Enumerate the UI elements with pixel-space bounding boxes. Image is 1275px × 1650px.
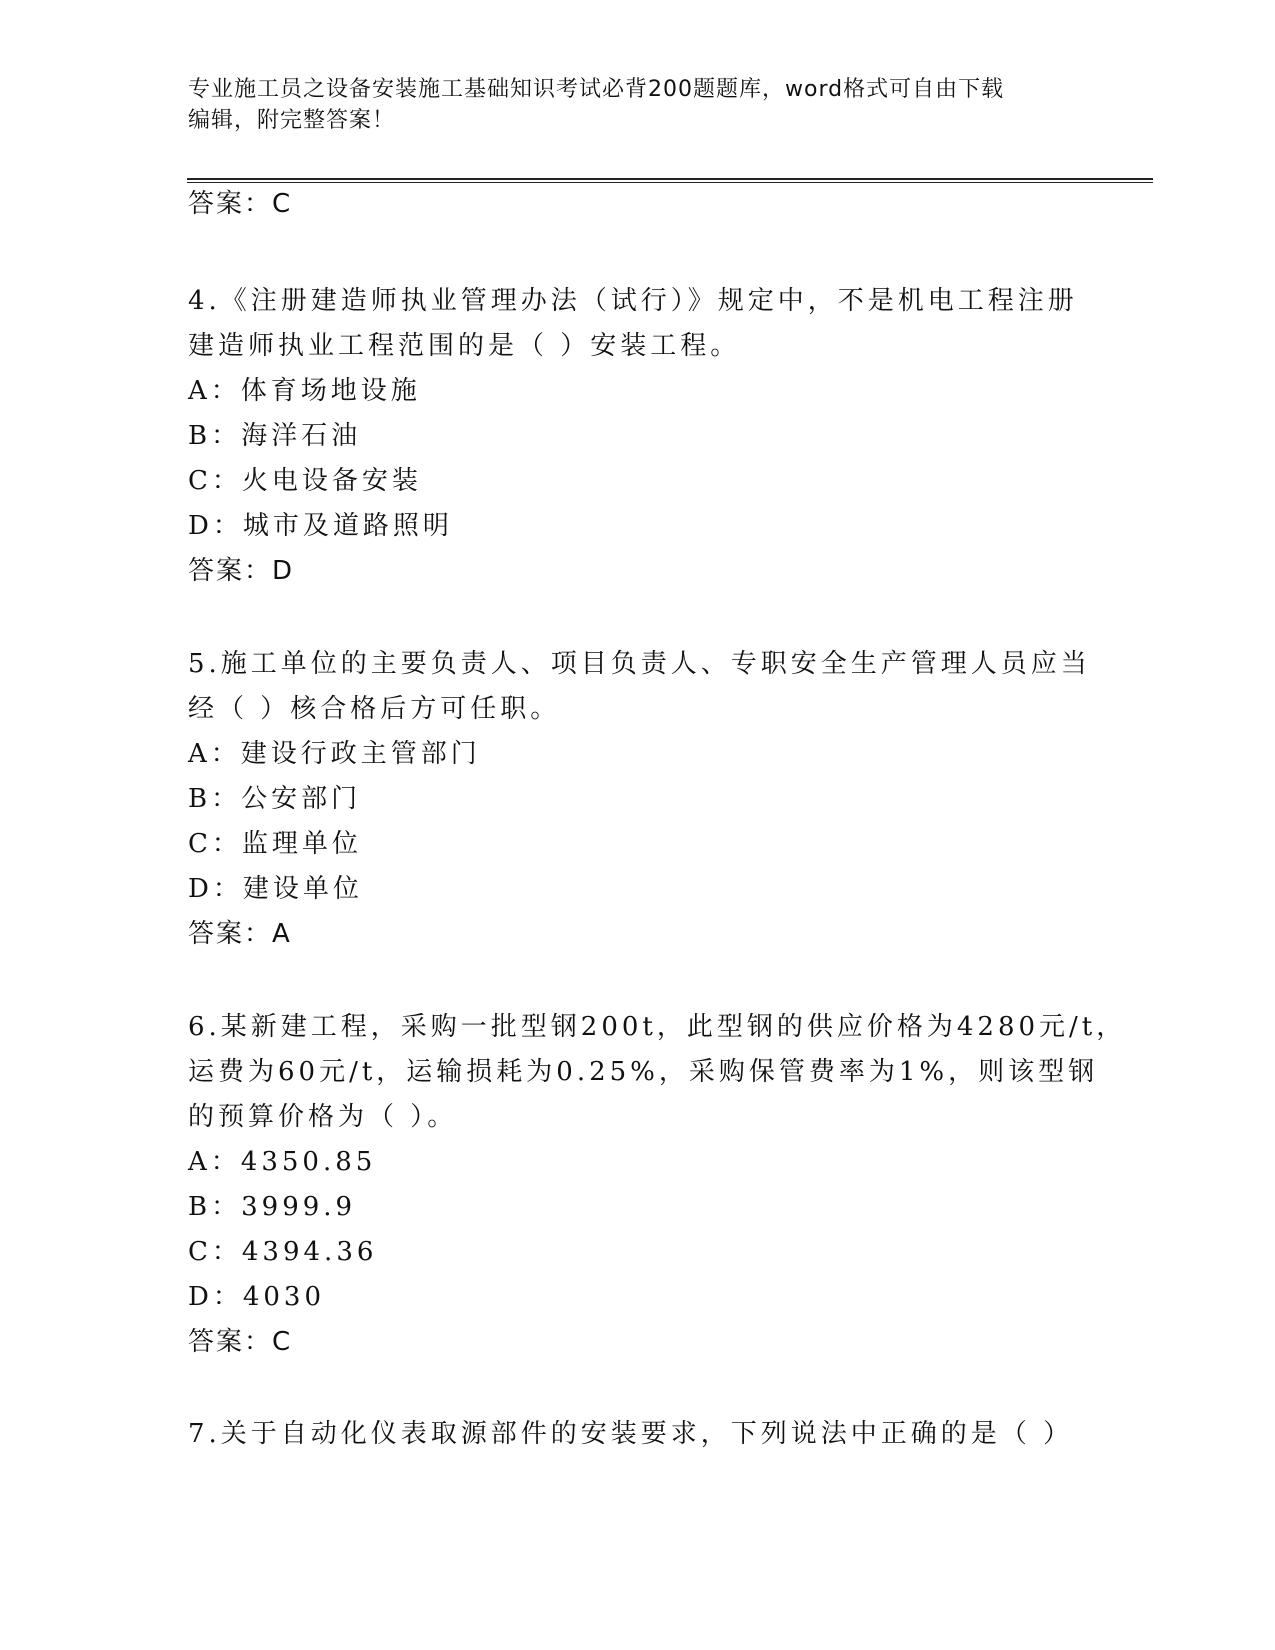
question-6-line-3: 的预算价格为（ ）。: [188, 1102, 458, 1132]
question-5-line-2: 经（ ）核合格后方可任职。: [188, 694, 561, 724]
question-4-option-a: A：体育场地设施: [188, 376, 421, 406]
header-divider-thin: [187, 182, 1153, 183]
previous-answer: 答案：C: [188, 189, 293, 219]
question-6-option-a: A：4350.85: [188, 1147, 377, 1177]
question-4-option-b: B：海洋石油: [188, 421, 362, 451]
question-6-option-b: B：3999.9: [188, 1192, 357, 1222]
header-divider: [187, 178, 1153, 180]
question-6-option-c: C：4394.36: [188, 1237, 378, 1267]
question-4-option-c: C：火电设备安装: [188, 466, 422, 496]
document-header: [188, 74, 1088, 136]
question-5-line-1: 5.施工单位的主要负责人、项目负责人、专职安全生产管理人员应当: [188, 649, 1091, 679]
header-line-2: 编辑，附完整答案！: [188, 108, 396, 133]
question-5-answer: 答案：A: [188, 919, 292, 949]
question-7-line-1: 7.关于自动化仪表取源部件的安装要求，下列说法中正确的是（ ）: [188, 1419, 1074, 1449]
question-5-option-a: A：建设行政主管部门: [188, 739, 481, 769]
question-6-answer: 答案：C: [188, 1327, 293, 1357]
question-5-option-b: B：公安部门: [188, 784, 362, 814]
question-5-option-c: C：监理单位: [188, 829, 362, 859]
question-6-line-2: 运费为60元/t，运输损耗为0.25%，采购保管费率为1%，则该型钢: [188, 1057, 1099, 1087]
question-4-line-1: 4.《注册建造师执业管理办法（试行）》规定中，不是机电工程注册: [188, 286, 1078, 316]
question-4-line-2: 建造师执业工程范围的是（ ）安装工程。: [188, 331, 741, 361]
question-5-option-d: D：建设单位: [188, 874, 363, 904]
question-4-option-d: D：城市及道路照明: [188, 511, 453, 541]
header-line-1: 专业施工员之设备安装施工基础知识考试必背200题题库，word格式可自由下载: [188, 77, 1005, 102]
question-4-answer: 答案：D: [188, 556, 295, 586]
question-6-option-d: D：4030: [188, 1282, 326, 1312]
question-6-line-1: 6.某新建工程，采购一批型钢200t，此型钢的供应价格为4280元/t，: [188, 1012, 1127, 1042]
